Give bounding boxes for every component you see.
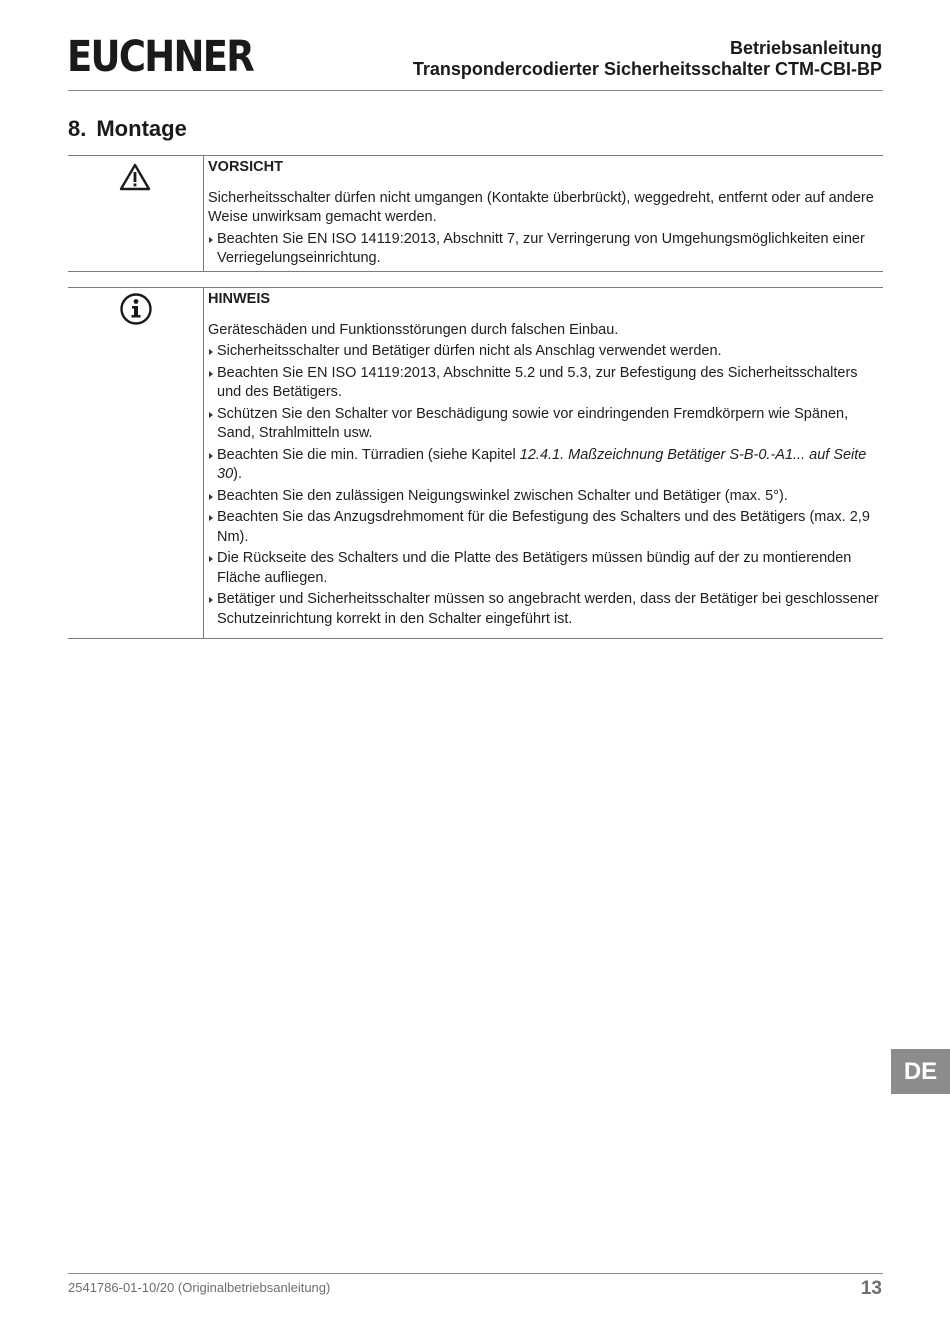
chapter-reference: 12.4.1. Maßzeichnung Betätiger S-B-0.-A1... auf Seite 30 <box>217 446 867 482</box>
note-content <box>208 288 883 636</box>
list-item: Die Rückseite des Schalters und die Platte des Betätigers müssen bündig auf der zu montierenden Fläche aufliegen. <box>208 549 879 588</box>
caution-list <box>208 230 879 269</box>
list-item: Sicherheitsschalter und Betätiger dürfen nicht als Anschlag verwendet werden. <box>208 342 879 362</box>
note-intro: Geräteschäden und Funktionsstörungen durch falschen Einbau. <box>208 321 619 338</box>
note-list <box>208 342 879 629</box>
caution-content <box>208 156 883 276</box>
list-item <box>208 446 879 485</box>
section-heading <box>68 116 187 142</box>
note-label: HINWEIS <box>208 291 271 307</box>
list-item: Betätiger und Sicherheitsschalter müssen so angebracht werden, dass der Betätiger bei geschlossener Schutzeinrichtung korrekt in den Schalter eingeführt ist. <box>208 590 879 629</box>
caution-label: VORSICHT <box>208 159 283 175</box>
list-item: Beachten Sie EN ISO 14119:2013, Abschnitte 5.2 und 5.3, zur Befestigung des Sicherheitsschalters und des Betätigers. <box>208 364 879 403</box>
section-title: Montage <box>96 116 187 141</box>
brand-logo: EUCHNER <box>67 32 254 82</box>
warning-triangle-icon <box>119 162 151 192</box>
section-number: 8. <box>68 116 87 141</box>
list-item: Beachten Sie das Anzugsdrehmoment für die Befestigung des Schalters und des Betätigers (max. 2,9 Nm). <box>208 508 879 547</box>
document-type: Betriebsanleitung <box>729 38 882 58</box>
caution-icon-column <box>68 156 204 271</box>
footer-divider <box>68 1273 883 1274</box>
document-title <box>413 38 882 80</box>
product-name: Transpondercodierter Sicherheitsschalter CTM-CBI-BP <box>412 59 882 79</box>
document-number: 2541786-01-10/20 (Originalbetriebsanleitung) <box>68 1280 331 1295</box>
language-tab: DE <box>891 1049 950 1094</box>
note-icon-column <box>68 288 204 638</box>
caution-box <box>68 155 883 272</box>
item-text: ). <box>233 466 242 482</box>
list-item: Beachten Sie den zulässigen Neigungswinkel zwischen Schalter und Betätiger (max. 5°). <box>208 487 879 507</box>
caution-intro: Sicherheitsschalter dürfen nicht umgangen (Kontakte überbrückt), weggedreht, entfernt oder auf andere Weise unwirksam gemacht werden. <box>208 189 874 225</box>
page-number: 13 <box>860 1278 882 1299</box>
list-item: Schützen Sie den Schalter vor Beschädigung sowie vor eindringenden Fremdkörpern wie Spänen, Sand, Strahlmitteln usw. <box>208 405 879 444</box>
list-item: Beachten Sie EN ISO 14119:2013, Abschnitt 7, zur Verringerung von Umgehungsmöglichkeiten einer Verriegelungseinrichtung. <box>208 230 879 269</box>
note-box <box>68 287 883 639</box>
item-text: Beachten Sie die min. Türradien (siehe Kapitel <box>217 446 520 463</box>
header-divider <box>68 90 883 91</box>
info-icon <box>119 292 153 326</box>
